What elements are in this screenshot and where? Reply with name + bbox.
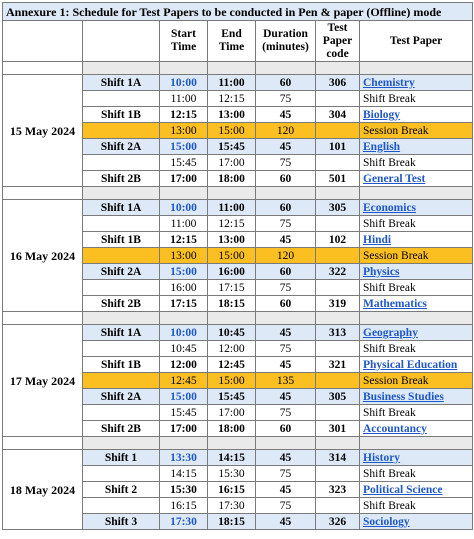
paper-code [316,280,360,296]
start-time: 11:00 [160,91,208,107]
spacer-cell [208,437,256,450]
duration: 120 [256,123,316,139]
table-title: Annexure 1: Schedule for Test Papers to be conducted in Pen & paper (Offline) mode [3,3,473,21]
spacer-cell [83,62,160,75]
shift-name: Shift 2 [83,482,160,498]
start-time: 13:30 [160,450,208,466]
duration: 45 [256,107,316,123]
spacer-cell [83,187,160,200]
duration: 75 [256,216,316,232]
spacer-cell [256,312,316,325]
shift-name [83,280,160,296]
start-time: 15:00 [160,389,208,405]
paper-code: 304 [316,107,360,123]
paper-code [316,248,360,264]
duration: 75 [256,466,316,482]
end-time: 15:30 [208,466,256,482]
test-paper-name: History [360,450,473,466]
paper-code [316,216,360,232]
shift-name [83,498,160,514]
header-start-time: Start Time [160,21,208,62]
test-paper-name: Economics [360,200,473,216]
exam-date: 16 May 2024 [3,200,83,312]
spacer-cell [316,312,360,325]
table-row [3,450,473,466]
start-time: 15:30 [160,482,208,498]
spacer-cell [316,187,360,200]
end-time: 18:00 [208,421,256,437]
title-row [3,3,473,21]
spacer-cell [160,437,208,450]
spacer-cell [3,312,83,325]
header-row [3,21,473,62]
shift-name [83,466,160,482]
shift-name [83,341,160,357]
duration: 75 [256,405,316,421]
schedule-body [3,62,473,530]
date-spacer-row [3,187,473,200]
start-time: 12:00 [160,357,208,373]
end-time: 15:45 [208,389,256,405]
header-blank-date [3,21,83,62]
duration: 60 [256,264,316,280]
table-row [3,75,473,91]
duration: 45 [256,450,316,466]
paper-code [316,341,360,357]
paper-code [316,155,360,171]
start-time: 11:00 [160,216,208,232]
paper-code [316,123,360,139]
break-label: Session Break [360,248,473,264]
start-time: 16:00 [160,280,208,296]
shift-name: Shift 1A [83,325,160,341]
start-time: 10:45 [160,341,208,357]
paper-code: 101 [316,139,360,155]
spacer-cell [3,187,83,200]
end-time: 14:15 [208,450,256,466]
duration: 45 [256,514,316,530]
duration: 45 [256,325,316,341]
paper-code [316,91,360,107]
shift-name: Shift 2B [83,421,160,437]
table-row [3,325,473,341]
paper-code [316,373,360,389]
spacer-cell [316,62,360,75]
break-label: Shift Break [360,341,473,357]
spacer-cell [160,187,208,200]
test-paper-name: Chemistry [360,75,473,91]
duration: 45 [256,232,316,248]
start-time: 14:15 [160,466,208,482]
end-time: 11:00 [208,200,256,216]
start-time: 12:15 [160,232,208,248]
test-paper-name: Physics [360,264,473,280]
test-paper-name: Hindi [360,232,473,248]
paper-code [316,498,360,514]
shift-name: Shift 2A [83,264,160,280]
start-time: 16:15 [160,498,208,514]
start-time: 12:45 [160,373,208,389]
end-time: 15:00 [208,248,256,264]
header-end-time: End Time [208,21,256,62]
end-time: 17:00 [208,155,256,171]
spacer-cell [3,437,83,450]
start-time: 10:00 [160,325,208,341]
start-time: 15:00 [160,264,208,280]
test-paper-name: Political Science [360,482,473,498]
shift-name [83,373,160,389]
test-paper-name: Business Studies [360,389,473,405]
exam-date: 18 May 2024 [3,450,83,530]
start-time: 10:00 [160,75,208,91]
start-time: 17:00 [160,171,208,187]
duration: 75 [256,280,316,296]
shift-name: Shift 1A [83,200,160,216]
break-label: Shift Break [360,405,473,421]
test-paper-name: Physical Education [360,357,473,373]
spacer-cell [360,187,473,200]
break-label: Shift Break [360,91,473,107]
test-paper-name: Sociology [360,514,473,530]
end-time: 12:15 [208,216,256,232]
spacer-cell [256,62,316,75]
start-time: 12:15 [160,107,208,123]
duration: 135 [256,373,316,389]
shift-name: Shift 1 [83,450,160,466]
shift-name [83,155,160,171]
duration: 45 [256,482,316,498]
shift-name: Shift 1A [83,75,160,91]
paper-code [316,466,360,482]
shift-name [83,405,160,421]
end-time: 10:45 [208,325,256,341]
start-time: 17:30 [160,514,208,530]
end-time: 12:45 [208,357,256,373]
end-time: 15:45 [208,139,256,155]
duration: 45 [256,357,316,373]
schedule-document [2,2,472,530]
start-time: 13:00 [160,248,208,264]
break-label: Shift Break [360,280,473,296]
paper-code: 323 [316,482,360,498]
shift-name: Shift 2B [83,171,160,187]
paper-code: 301 [316,421,360,437]
spacer-cell [3,62,83,75]
paper-code: 305 [316,389,360,405]
shift-name: Shift 1B [83,107,160,123]
end-time: 15:00 [208,373,256,389]
end-time: 18:15 [208,296,256,312]
spacer-cell [83,312,160,325]
end-time: 18:15 [208,514,256,530]
exam-date: 15 May 2024 [3,75,83,187]
shift-name: Shift 2A [83,389,160,405]
start-time: 13:00 [160,123,208,139]
paper-code [316,405,360,421]
paper-code: 102 [316,232,360,248]
shift-name: Shift 1B [83,357,160,373]
header-duration: Duration (minutes) [256,21,316,62]
shift-name: Shift 2B [83,296,160,312]
duration: 45 [256,139,316,155]
header-test-paper: Test Paper [360,21,473,62]
end-time: 12:00 [208,341,256,357]
shift-name [83,248,160,264]
header-blank-shift [83,21,160,62]
duration: 60 [256,296,316,312]
end-time: 11:00 [208,75,256,91]
start-time: 15:45 [160,155,208,171]
duration: 120 [256,248,316,264]
break-label: Session Break [360,373,473,389]
duration: 75 [256,341,316,357]
spacer-cell [208,187,256,200]
break-label: Shift Break [360,498,473,514]
start-time: 15:45 [160,405,208,421]
spacer-cell [160,62,208,75]
spacer-cell [83,437,160,450]
schedule-table [2,2,473,530]
shift-name [83,123,160,139]
exam-date: 17 May 2024 [3,325,83,437]
duration: 75 [256,155,316,171]
end-time: 13:00 [208,107,256,123]
shift-name: Shift 2A [83,139,160,155]
paper-code: 319 [316,296,360,312]
date-spacer-row [3,312,473,325]
paper-code: 305 [316,200,360,216]
duration: 60 [256,171,316,187]
duration: 60 [256,200,316,216]
start-time: 10:00 [160,200,208,216]
date-spacer-row [3,62,473,75]
header-paper-code: Test Paper code [316,21,360,62]
spacer-cell [160,312,208,325]
break-label: Session Break [360,123,473,139]
duration: 60 [256,75,316,91]
spacer-cell [256,437,316,450]
test-paper-name: Mathematics [360,296,473,312]
end-time: 13:00 [208,232,256,248]
date-spacer-row [3,437,473,450]
spacer-cell [208,312,256,325]
test-paper-name: General Test [360,171,473,187]
paper-code: 326 [316,514,360,530]
shift-name: Shift 1B [83,232,160,248]
paper-code: 322 [316,264,360,280]
paper-code: 501 [316,171,360,187]
spacer-cell [208,62,256,75]
test-paper-name: Geography [360,325,473,341]
test-paper-name: Accountancy [360,421,473,437]
start-time: 17:15 [160,296,208,312]
start-time: 17:00 [160,421,208,437]
end-time: 12:15 [208,91,256,107]
spacer-cell [256,187,316,200]
end-time: 17:30 [208,498,256,514]
spacer-cell [360,312,473,325]
test-paper-name: Biology [360,107,473,123]
break-label: Shift Break [360,466,473,482]
end-time: 16:15 [208,482,256,498]
start-time: 15:00 [160,139,208,155]
duration: 60 [256,421,316,437]
end-time: 18:00 [208,171,256,187]
shift-name: Shift 3 [83,514,160,530]
spacer-cell [316,437,360,450]
paper-code: 313 [316,325,360,341]
paper-code: 306 [316,75,360,91]
paper-code: 314 [316,450,360,466]
duration: 45 [256,389,316,405]
shift-name [83,91,160,107]
end-time: 17:15 [208,280,256,296]
duration: 75 [256,91,316,107]
break-label: Shift Break [360,216,473,232]
shift-name [83,216,160,232]
table-row [3,200,473,216]
paper-code: 321 [316,357,360,373]
test-paper-name: English [360,139,473,155]
spacer-cell [360,62,473,75]
break-label: Shift Break [360,155,473,171]
duration: 75 [256,498,316,514]
end-time: 15:00 [208,123,256,139]
end-time: 16:00 [208,264,256,280]
end-time: 17:00 [208,405,256,421]
spacer-cell [360,437,473,450]
